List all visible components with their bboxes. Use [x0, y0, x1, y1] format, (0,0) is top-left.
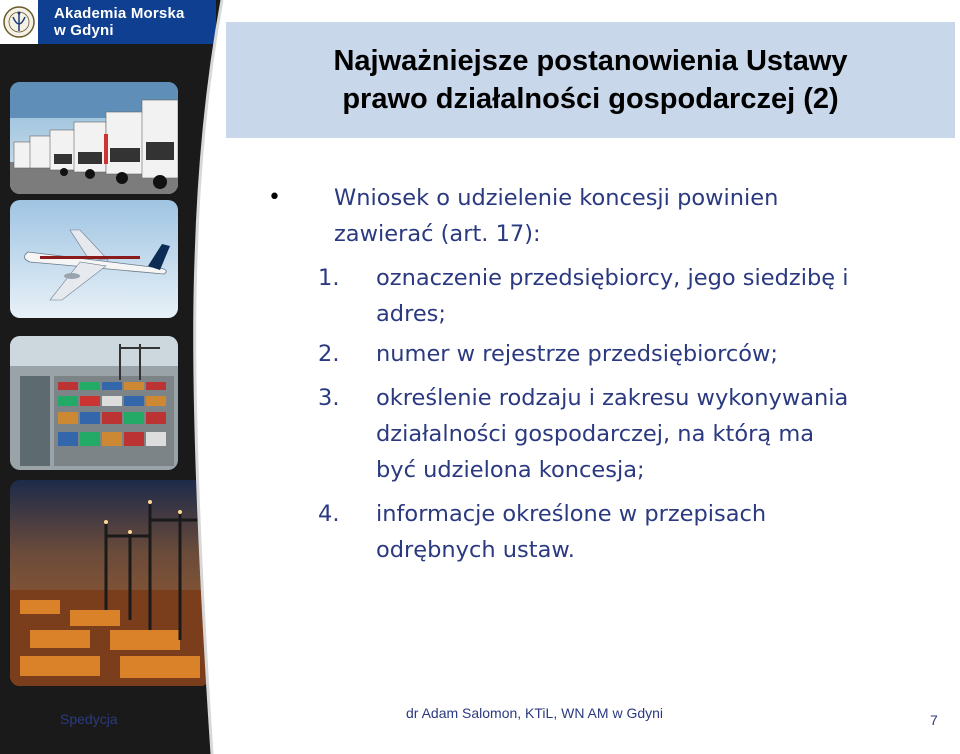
list-number: 2.: [318, 341, 340, 367]
bullet-line2: zawierać (art. 17):: [334, 221, 541, 247]
list-line: numer w rejestrze przedsiębiorców;: [376, 341, 778, 367]
list-number: 3.: [318, 385, 340, 411]
list-item: [262, 260, 952, 332]
logo-line2: w Gdyni: [54, 22, 114, 39]
list-line: określenie rodzaju i zakresu wykonywania: [376, 385, 849, 411]
page-title: [226, 42, 955, 118]
logo-line1: Akademia Morska: [54, 5, 185, 22]
bullet-item: [262, 180, 952, 252]
title-line1: Najważniejsze postanowienia Ustawy: [333, 45, 848, 77]
akademia-crest-icon: [0, 0, 38, 44]
bullet-line1: Wniosek o udzielenie koncesji powinien: [334, 185, 779, 211]
container-terminal-photo: [10, 336, 178, 470]
list-number: 1.: [318, 265, 340, 291]
list-line: adres;: [376, 301, 446, 327]
title-band: [226, 22, 955, 138]
footer-author: dr Adam Salomon, KTiL, WN AM w Gdyni: [406, 705, 664, 721]
list-item: [262, 380, 952, 488]
list-line: informacje określone w przepisach: [376, 501, 767, 527]
title-line2: prawo działalności gospodarczej (2): [342, 83, 839, 115]
slide-content: [262, 180, 952, 568]
list-line: odrębnych ustaw.: [376, 537, 575, 563]
bullet-dot-icon: •: [268, 185, 281, 210]
list-number: 4.: [318, 501, 340, 527]
list-line: oznaczenie przedsiębiorcy, jego siedzibę i: [376, 265, 849, 291]
numbered-list: [262, 260, 952, 568]
list-item: [262, 336, 952, 372]
page-number: 7: [930, 712, 938, 728]
list-item: [262, 496, 952, 568]
sidebar-curve: [160, 0, 230, 754]
airplane-photo: [10, 200, 178, 318]
list-line: działalności gospodarczej, na którą ma: [376, 421, 815, 447]
list-line: być udzielona koncesja;: [376, 457, 645, 483]
footer-subject: Spedycja: [60, 711, 118, 727]
trucks-photo: [10, 82, 178, 194]
